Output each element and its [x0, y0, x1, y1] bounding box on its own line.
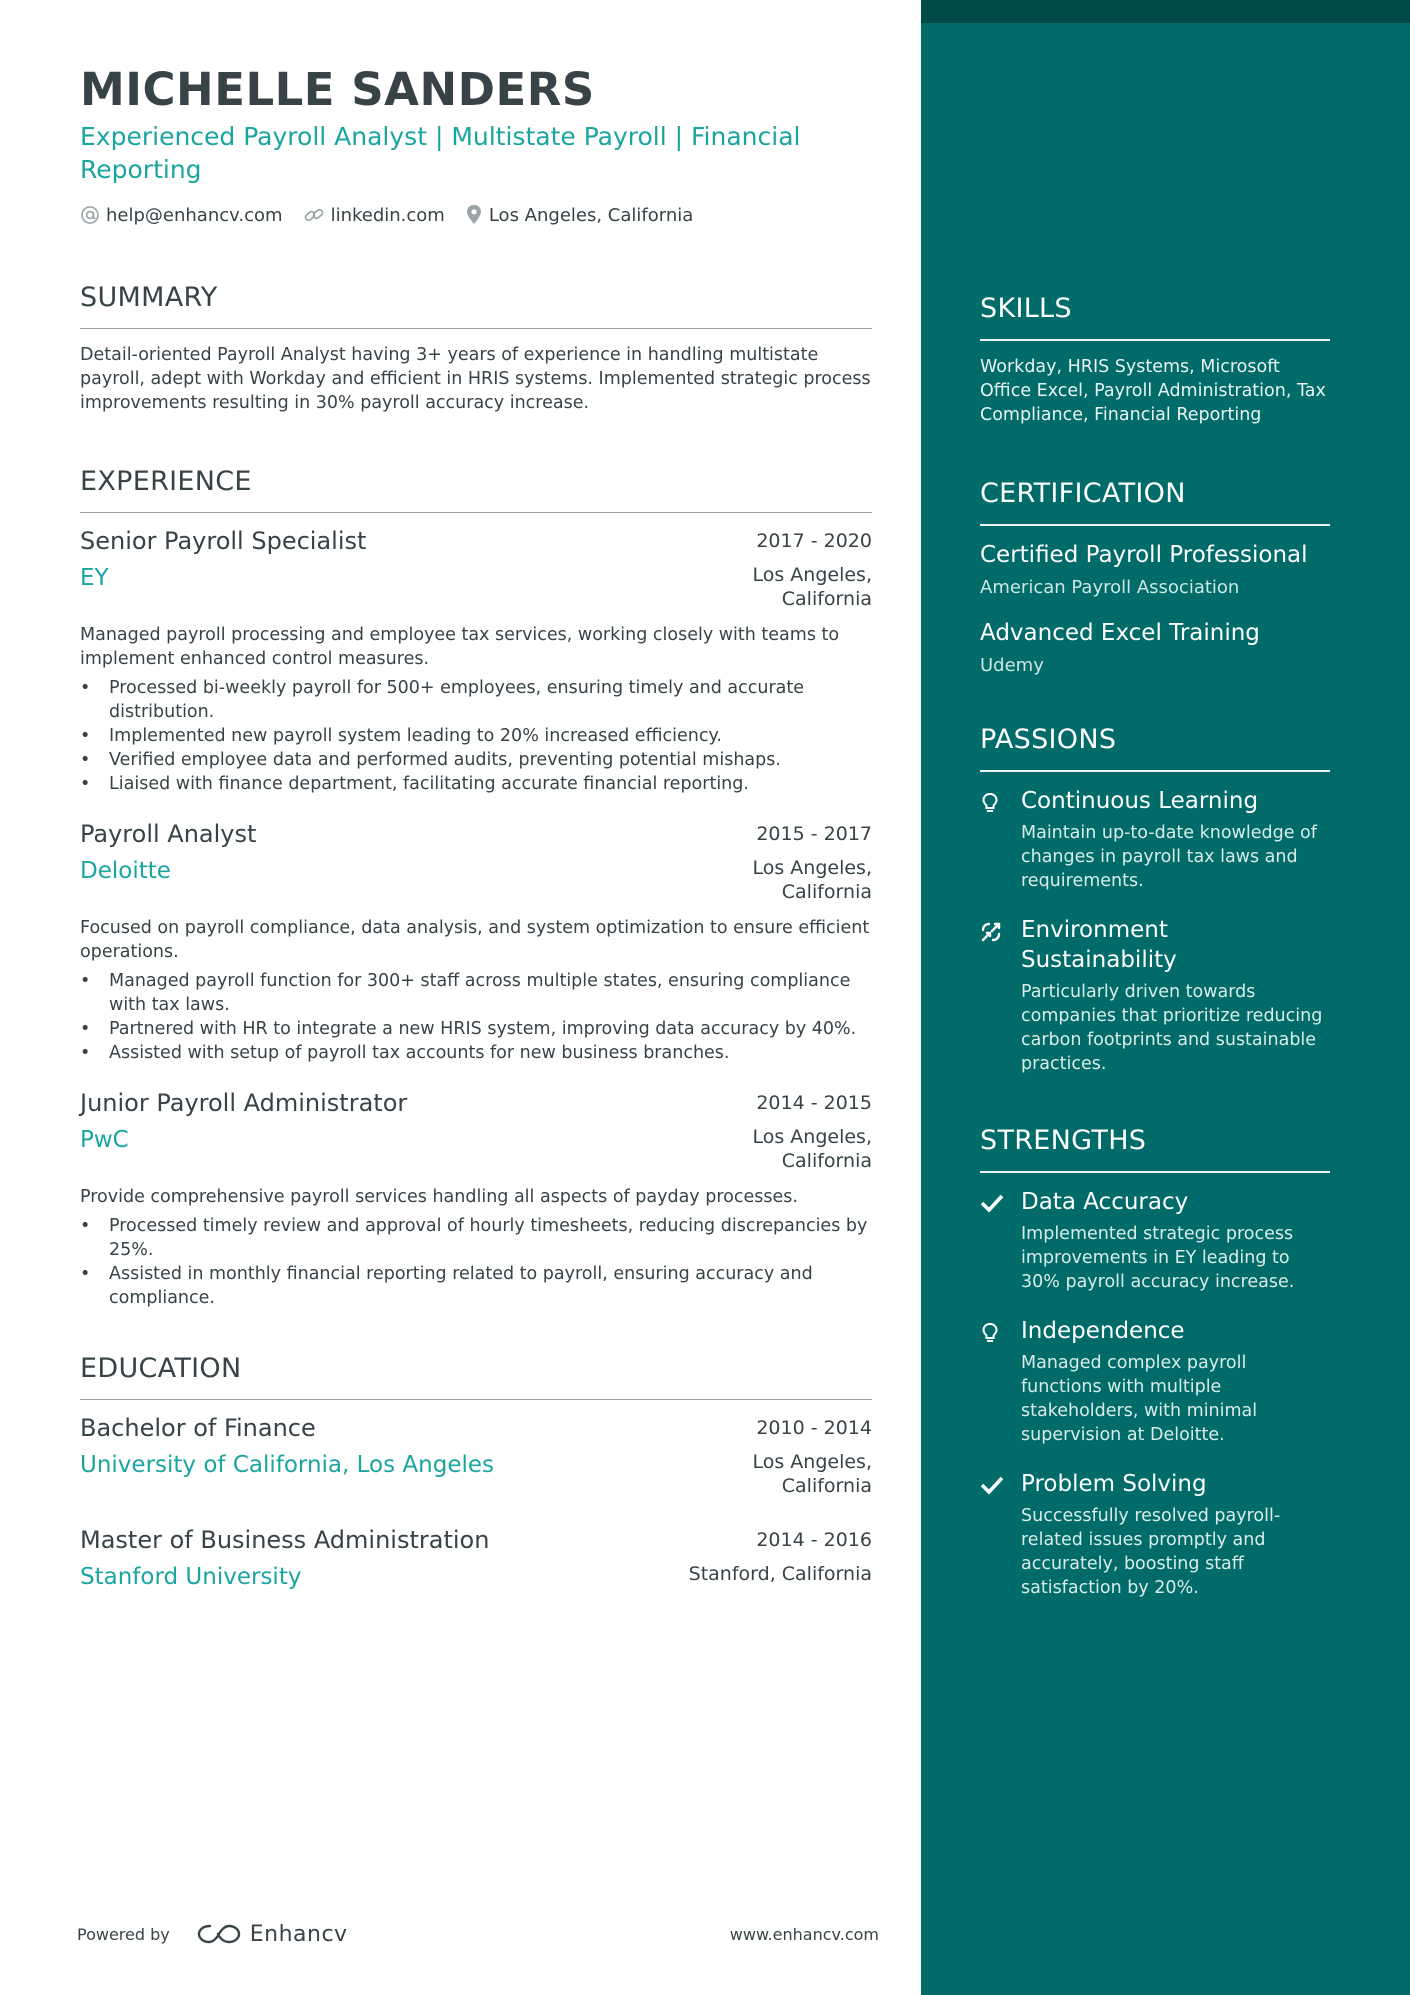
checkmark-icon [980, 1193, 1004, 1213]
divider [980, 1171, 1330, 1173]
lightbulb-icon [980, 1322, 1000, 1344]
experience-section [80, 465, 921, 1310]
enhancv-logo-icon [196, 1922, 242, 1946]
footer [77, 1914, 879, 1954]
certification-org: American Payroll Association [980, 577, 1240, 598]
job-role: Junior Payroll Administrator [80, 1089, 408, 1117]
passion-desc: Maintain up-to-date knowledge of changes in payroll tax laws and requirements. [1021, 823, 1317, 891]
website-link[interactable]: www.enhancv.com [729, 1924, 879, 1944]
edu-dates: 2014 - 2016 [756, 1529, 872, 1551]
job-bullets [80, 1214, 872, 1310]
bullet-item: • Managed payroll function for 300+ staff across multiple states, ensuring compliance with tax laws. [80, 969, 872, 1017]
job-location: Los Angeles, California [752, 564, 872, 610]
certification-org: Udemy [980, 655, 1044, 676]
strength-title: Independence [1021, 1318, 1185, 1344]
school: Stanford University [80, 1564, 302, 1590]
job-description: Focused on payroll compliance, data analysis, and system optimization to ensure efficient operations. [80, 918, 870, 962]
contact-email-text: help@enhancv.com [106, 204, 283, 226]
strengths-section [980, 1124, 1330, 1600]
job-location: Los Angeles, California [752, 857, 872, 903]
passion-item [980, 915, 1330, 1076]
strengths-heading: STRENGTHS [980, 1125, 1147, 1156]
divider [980, 770, 1330, 772]
strength-item [980, 1316, 1330, 1447]
experience-entry [80, 1087, 872, 1310]
job-company: PwC [80, 1127, 129, 1153]
certification-name: Advanced Excel Training [980, 620, 1260, 646]
experience-heading: EXPERIENCE [80, 466, 252, 497]
certification-item [980, 540, 1330, 600]
strength-desc: Successfully resolved payroll-related issues promptly and accurately, boosting staff satisfaction by 20%. [1021, 1506, 1281, 1598]
edu-location: Los Angeles, California [752, 1451, 872, 1497]
school: University of California, Los Angeles [80, 1452, 495, 1478]
summary-heading: SUMMARY [80, 282, 218, 313]
contact-email[interactable] [80, 205, 283, 226]
job-role: Payroll Analyst [80, 820, 257, 848]
recycle-icon [980, 921, 1002, 943]
job-bullets [80, 969, 872, 1065]
candidate-name: MICHELLE SANDERS [80, 63, 595, 116]
powered-by-label: Powered by [77, 1924, 170, 1944]
lightbulb-icon [980, 792, 1000, 814]
contact-location [465, 204, 693, 226]
job-company: Deloitte [80, 858, 171, 884]
passions-section [980, 723, 1330, 1076]
bullet-item: • Processed bi-weekly payroll for 500+ employees, ensuring timely and accurate distribution. [80, 676, 872, 724]
strength-title: Problem Solving [1021, 1471, 1207, 1497]
bullet-item: • Verified employee data and performed audits, preventing potential mishaps. [80, 748, 872, 772]
bullet-item: • Partnered with HR to integrate a new HRIS system, improving data accuracy by 40%. [80, 1017, 872, 1041]
location-pin-icon [465, 204, 483, 226]
passion-item [980, 786, 1330, 893]
education-section [80, 1352, 921, 1592]
checkmark-icon [980, 1475, 1004, 1495]
strength-item [980, 1469, 1330, 1600]
passion-desc: Particularly driven towards companies that prioritize reducing carbon footprints and sustainable practices. [1021, 982, 1323, 1074]
strength-desc: Implemented strategic process improvements in EY leading to 30% payroll accuracy increase. [1021, 1224, 1295, 1292]
divider [80, 512, 872, 513]
sidebar-content [980, 0, 1330, 1600]
at-icon [80, 205, 100, 225]
education-heading: EDUCATION [80, 1353, 242, 1384]
skills-heading: SKILLS [980, 293, 1072, 324]
job-bullets [80, 676, 872, 796]
job-role: Senior Payroll Specialist [80, 527, 367, 555]
passion-title: Environment Sustainability [1021, 917, 1177, 973]
certification-item [980, 618, 1330, 678]
degree: Bachelor of Finance [80, 1414, 316, 1442]
divider [980, 339, 1330, 341]
link-icon [303, 205, 325, 225]
bullet-item: • Assisted with setup of payroll tax accounts for new business branches. [80, 1041, 872, 1065]
bullet-item: • Assisted in monthly financial reporting related to payroll, ensuring accuracy and compliance. [80, 1262, 872, 1310]
sidebar [921, 0, 1410, 1995]
passion-title: Continuous Learning [1021, 788, 1259, 814]
enhancv-logo[interactable] [196, 1922, 348, 1947]
job-description: Provide comprehensive payroll services handling all aspects of payday processes. [80, 1187, 798, 1207]
job-dates: 2014 - 2015 [756, 1092, 872, 1114]
candidate-title: Experienced Payroll Analyst | Multistate Payroll | Financial Reporting [80, 122, 801, 184]
divider [80, 1399, 872, 1400]
divider [80, 328, 872, 329]
divider [980, 524, 1330, 526]
strength-item [980, 1187, 1330, 1294]
edu-dates: 2010 - 2014 [756, 1417, 872, 1439]
certification-name: Certified Payroll Professional [980, 542, 1308, 568]
edu-location: Stanford, California [688, 1563, 872, 1585]
experience-entry [80, 818, 872, 1065]
summary-section [80, 281, 921, 415]
strength-title: Data Accuracy [1021, 1189, 1189, 1215]
powered-by [77, 1922, 348, 1947]
education-entry [80, 1524, 872, 1592]
contact-location-text: Los Angeles, California [488, 204, 694, 226]
strength-desc: Managed complex payroll functions with multiple stakeholders, with minimal supervision at Deloitte. [1021, 1353, 1258, 1445]
contact-bar [80, 204, 921, 226]
summary-text: Detail-oriented Payroll Analyst having 3+ years of experience in handling multistate payroll, adept with Workday and efficient in HRIS systems. Implemented strategic process improvements resulting in 30% payroll accuracy increase. [80, 345, 871, 413]
job-description: Managed payroll processing and employee tax services, working closely with teams to implement enhanced control measures. [80, 625, 840, 669]
experience-entry [80, 525, 872, 796]
certification-heading: CERTIFICATION [980, 478, 1186, 509]
enhancv-logo-text: Enhancv [249, 1921, 348, 1947]
certification-section [980, 477, 1330, 678]
bullet-item: • Processed timely review and approval of hourly timesheets, reducing discrepancies by 25%. [80, 1214, 872, 1262]
skills-text: Workday, HRIS Systems, Microsoft Office Excel, Payroll Administration, Tax Compliance, Financial Reporting [980, 357, 1326, 425]
bullet-item: • Liaised with finance department, facilitating accurate financial reporting. [80, 772, 872, 796]
education-entry [80, 1412, 872, 1498]
job-company: EY [80, 565, 109, 591]
job-dates: 2017 - 2020 [756, 530, 872, 552]
contact-linkedin-text: linkedin.com [330, 204, 445, 226]
bullet-item: • Implemented new payroll system leading to 20% increased efficiency. [80, 724, 872, 748]
contact-linkedin[interactable] [303, 205, 445, 226]
skills-section [980, 292, 1330, 427]
degree: Master of Business Administration [80, 1526, 490, 1554]
passions-heading: PASSIONS [980, 724, 1117, 755]
job-dates: 2015 - 2017 [756, 823, 872, 845]
job-location: Los Angeles, California [752, 1126, 872, 1172]
